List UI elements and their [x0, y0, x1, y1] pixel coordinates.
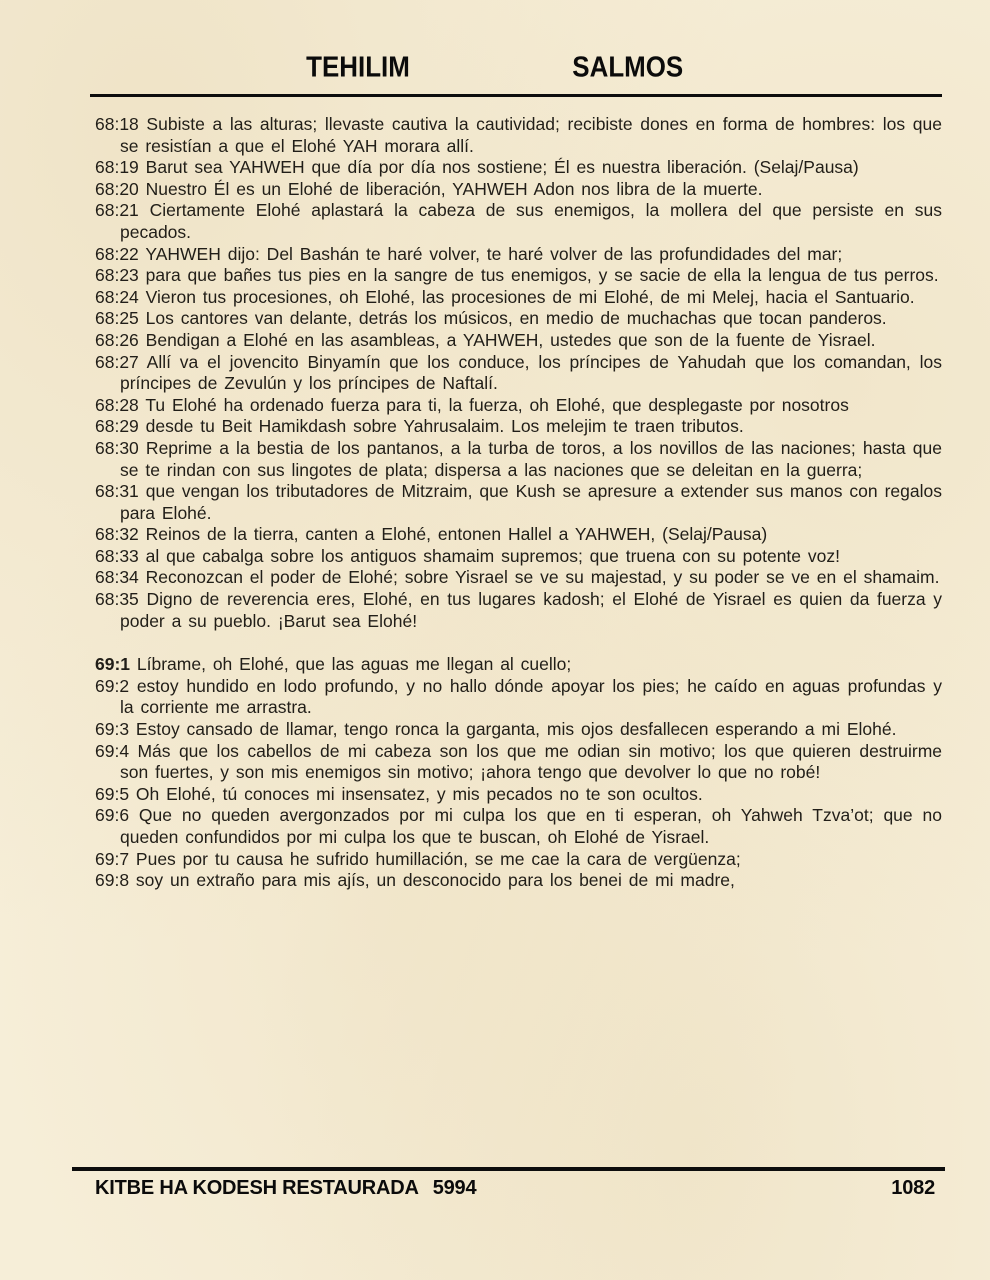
verse-68-19	[95, 157, 942, 179]
footer-book-title: KITBE HA KODESH RESTAURADA	[95, 1177, 419, 1199]
verse-68-31	[95, 481, 942, 524]
verse-number: 68:32	[95, 524, 139, 545]
verse-number: 68:29	[95, 416, 139, 437]
verse-text: para que bañes tus pies en la sangre de tus enemigos, y se sacie de ella la lengua de tus perros.	[138, 265, 939, 286]
verse-68-29	[95, 416, 942, 438]
verse-68-27	[95, 352, 942, 395]
verse-text: estoy hundido en lodo profundo, y no hallo dónde apoyar los pies; he caído en aguas profundas y la corriente me arrastra.	[120, 675, 942, 718]
verse-number: 68:34	[95, 567, 139, 588]
verse-number: 68:30	[95, 437, 139, 458]
verse-number: 68:35	[95, 589, 139, 610]
verse-69-6	[95, 805, 942, 848]
verse-text: Digno de reverencia eres, Elohé, en tus lugares kadosh; el Elohé de Yisrael es quien da fuerza y poder a su pueblo. ¡Barut sea Elohé!	[120, 589, 942, 631]
page-footer	[95, 1177, 935, 1200]
verse-number: 68:31	[95, 481, 139, 502]
verse-text: Tu Elohé ha ordenado fuerza para ti, la fuerza, oh Elohé, que desplegaste por nosotros	[138, 394, 849, 415]
verse-68-33	[95, 546, 942, 568]
verse-number: 68:23	[95, 265, 139, 286]
verse-68-21	[95, 200, 942, 243]
verse-68-34	[95, 567, 942, 589]
verse-69-5	[95, 784, 942, 806]
verse-number: 68:20	[95, 178, 139, 199]
verse-69-7	[95, 849, 942, 871]
verse-number: 69:2	[95, 675, 130, 696]
header-divider	[90, 94, 942, 97]
verse-number: 68:19	[95, 157, 139, 178]
verse-68-28	[95, 395, 942, 417]
verse-number: 69:7	[95, 848, 130, 869]
verse-text: Subiste a las alturas; llevaste cautiva la cautividad; recibiste dones en forma de hombres: los que se resistían a que el Elohé YAH morara allí.	[120, 114, 942, 156]
verse-text: desde tu Beit Hamikdash sobre Yahrusalaim. Los melejim te traen tributos.	[138, 416, 744, 437]
verse-number: 68:26	[95, 329, 139, 350]
verse-number: 69:3	[95, 719, 130, 740]
footer-page-number: 1082	[891, 1177, 935, 1199]
verse-68-30	[95, 438, 942, 481]
verse-68-25	[95, 308, 942, 330]
footer-edition-number: 5994	[432, 1177, 477, 1199]
verse-69-2	[95, 676, 942, 719]
verse-number: 69:1	[95, 654, 131, 675]
verse-text: que vengan los tributadores de Mitzraim, que Kush se apresure a extender sus manos con regalos para Elohé.	[120, 481, 942, 523]
verse-number: 69:6	[95, 805, 130, 826]
verse-68-23	[95, 265, 942, 287]
verse-number: 69:5	[95, 783, 130, 804]
footer-divider	[72, 1167, 945, 1171]
verse-number: 68:27	[95, 351, 139, 372]
verse-text: Barut sea YAHWEH que día por día nos sostiene; Él es nuestra liberación. (Selaj/Pausa)	[138, 157, 859, 178]
verse-text: Oh Elohé, tú conoces mi insensatez, y mis pecados no te son ocultos.	[129, 783, 703, 804]
verse-number: 69:8	[95, 870, 130, 891]
verse-text: Estoy cansado de llamar, tengo ronca la garganta, mis ojos desfallecen esperando a mi Elohé.	[129, 719, 897, 740]
verse-text: Allí va el jovencito Binyamín que los conduce, los príncipes de Yahudah que los comandan, los príncipes de Zevulún y los príncipes de Naftalí.	[120, 351, 942, 394]
verse-text: Los cantores van delante, detrás los músicos, en medio de muchachas que tocan panderos.	[138, 308, 887, 329]
verse-text: Vieron tus procesiones, oh Elohé, las procesiones de mi Elohé, de mi Melej, hacia el Santuario.	[138, 286, 915, 307]
verse-text: Que no queden avergonzados por mi culpa los que en ti esperan, oh Yahweh Tzva’ot; que no queden confundidos por mi culpa los que te buscan, oh Elohé de Yisrael.	[120, 805, 942, 847]
verse-number: 68:22	[95, 243, 139, 264]
verse-list	[95, 114, 942, 892]
verse-number: 68:18	[95, 114, 139, 134]
verse-text: Reprime a la bestia de los pantanos, a la turba de toros, a los novillos de las naciones; hasta que se te rindan con sus lingotes de plata; dispersa a las naciones que se deleitan en la guerra;	[120, 437, 942, 480]
verse-69-1	[95, 654, 942, 676]
verse-68-22	[95, 244, 942, 266]
verse-69-3	[95, 719, 942, 741]
verse-text: soy un extraño para mis ajís, un desconocido para los benei de mi madre,	[129, 870, 735, 891]
verse-text: Reconozcan el poder de Elohé; sobre Yisrael se ve su majestad, y su poder se ve en el shamaim.	[138, 567, 940, 588]
verse-number: 68:25	[95, 308, 139, 329]
verse-68-18	[95, 114, 942, 157]
verse-text: Reinos de la tierra, canten a Elohé, entonen Hallel a YAHWEH, (Selaj/Pausa)	[138, 524, 768, 545]
verse-text: Líbrame, oh Elohé, que las aguas me llegan al cuello;	[130, 654, 572, 675]
verse-69-4	[95, 741, 942, 784]
page-title-tehilim: TEHILIM	[306, 51, 411, 83]
verse-68-32	[95, 524, 942, 546]
verse-68-20	[95, 179, 942, 201]
verse-number: 69:4	[95, 740, 130, 761]
verse-number: 68:21	[95, 200, 139, 221]
page-header	[0, 0, 990, 83]
page-title-salmos: SALMOS	[572, 51, 684, 83]
verse-number: 68:24	[95, 286, 139, 307]
verse-68-35	[95, 589, 942, 632]
verse-69-8	[95, 870, 942, 892]
verse-text: Bendigan a Elohé en las asambleas, a YAHWEH, ustedes que son de la fuente de Yisrael.	[138, 329, 876, 350]
verse-number: 68:28	[95, 394, 139, 415]
verse-text: al que cabalga sobre los antiguos shamaim supremos; que truena con su potente voz!	[138, 545, 840, 566]
verse-text: YAHWEH dijo: Del Bashán te haré volver, te haré volver de las profundidades del mar;	[138, 243, 843, 264]
footer-book-info	[95, 1177, 476, 1200]
verse-68-24	[95, 287, 942, 309]
verse-68-26	[95, 330, 942, 352]
verse-text: Nuestro Él es un Elohé de liberación, YAHWEH Adon nos libra de la muerte.	[138, 178, 763, 199]
verse-text: Más que los cabellos de mi cabeza son los que me odian sin motivo; los que quieren destruirme son fuertes, y son mis enemigos sin motivo; ¡ahora tengo que devolver lo que no robé!	[120, 740, 942, 783]
verse-number: 68:33	[95, 545, 139, 566]
verse-text: Ciertamente Elohé aplastará la cabeza de sus enemigos, la mollera del que persiste en sus pecados.	[120, 200, 942, 242]
verse-text: Pues por tu causa he sufrido humillación, se me cae la cara de vergüenza;	[129, 848, 741, 869]
